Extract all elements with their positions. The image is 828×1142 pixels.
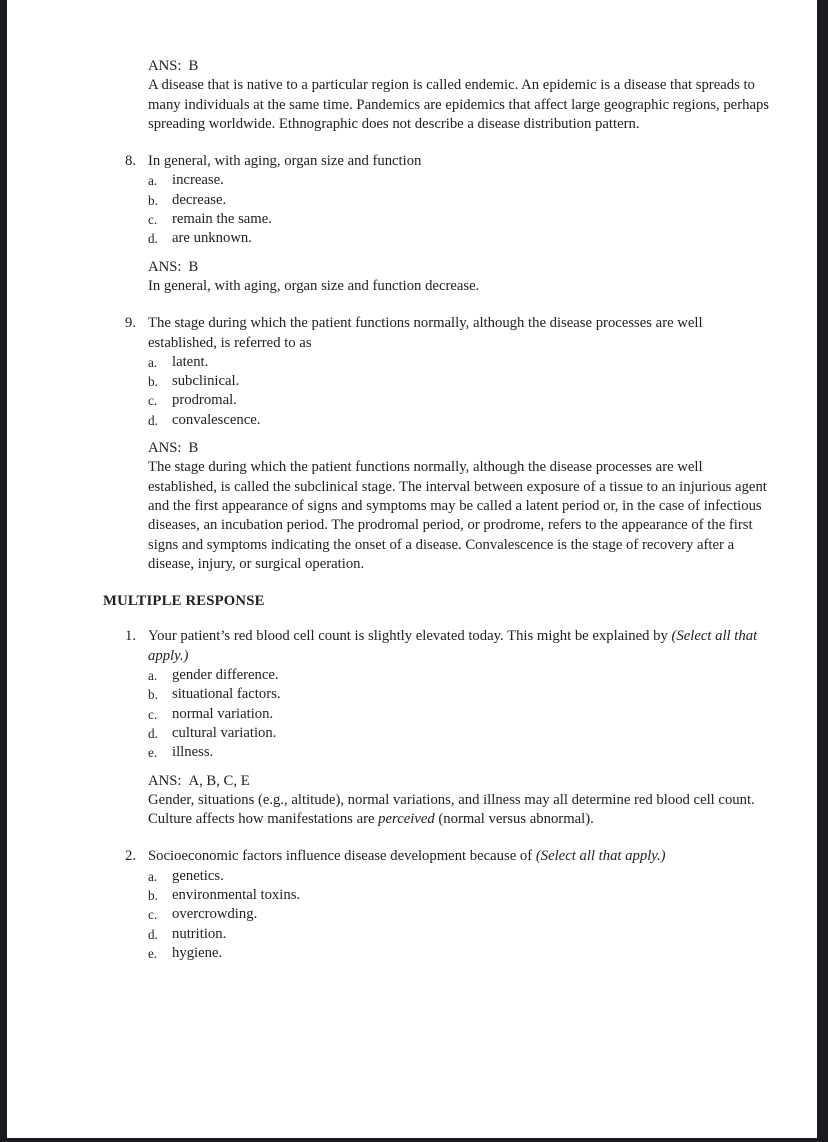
answer-rationale: The stage during which the patient functions normally, although the disease processes are well established, is called the subclinical stage. The interval between exposure of a tissue to an injurious agent and the first appearance of signs and symptoms may be called a latent period or, in the case of infectious diseases, an incubation period. The prodromal period, or prodrome, refers to the appearance of the first signs and symptoms indicating the onset of a disease. Convalescence is the stage of recovery after a disease, injury, or surgical operation.: [148, 459, 767, 572]
answer-label: ANS:: [148, 772, 182, 789]
question-stem: [148, 627, 773, 666]
option-letter: d.: [148, 926, 158, 942]
options-list: [148, 353, 773, 430]
option-text: genetics.: [172, 867, 224, 884]
stem-text: Your patient’s red blood cell count is slightly elevated today. This might be explained by: [148, 628, 672, 645]
option-letter: e.: [148, 745, 158, 761]
stem-text: Socioeconomic factors influence disease development because of: [148, 848, 536, 865]
rationale-text: Gender, situations (e.g., altitude), normal variations, and illness may all determine red blood cell count. Culture affects how manifestations are: [148, 791, 755, 828]
stem-italic-instruction: (Select all that apply.): [535, 848, 666, 865]
answer-line: [148, 57, 773, 76]
option-text: environmental toxins.: [172, 886, 301, 903]
option-a: [148, 171, 773, 190]
option-e: [148, 743, 773, 762]
option-text: gender difference.: [172, 667, 279, 684]
option-a: [148, 666, 773, 685]
answer-value: A, B, C, E: [188, 772, 250, 789]
mr-question-1: [124, 627, 773, 762]
answer-block-mr1: [148, 772, 773, 830]
answer-line: [148, 439, 773, 458]
option-letter: a.: [148, 668, 158, 684]
option-text: remain the same.: [172, 211, 272, 228]
option-c: [148, 905, 773, 924]
question-number: 2.: [124, 848, 136, 865]
option-letter: c.: [148, 907, 158, 923]
option-letter: d.: [148, 412, 158, 428]
option-text: hygiene.: [172, 944, 223, 961]
option-letter: d.: [148, 725, 158, 741]
option-text: normal variation.: [172, 705, 274, 722]
stem-italic-instruction: (Select all that apply.): [148, 628, 758, 664]
option-text: latent.: [172, 353, 209, 370]
option-b: [148, 886, 773, 905]
option-b: [148, 191, 773, 210]
option-text: overcrowding.: [172, 906, 258, 923]
answer-line: [148, 258, 773, 277]
section-heading-multiple-response: MULTIPLE RESPONSE: [103, 593, 265, 610]
option-letter: e.: [148, 945, 158, 961]
rationale-text: (normal versus abnormal).: [434, 811, 594, 828]
option-letter: d.: [148, 231, 158, 247]
options-list: [148, 867, 773, 963]
option-letter: c.: [148, 393, 158, 409]
answer-block-q7: [148, 57, 773, 134]
option-letter: b.: [148, 192, 158, 208]
option-letter: b.: [148, 374, 158, 390]
mr-question-2: [124, 847, 773, 963]
option-letter: a.: [148, 173, 158, 189]
option-b: [148, 685, 773, 704]
option-letter: a.: [148, 868, 158, 884]
question-stem: [148, 847, 773, 866]
answer-label: ANS:: [148, 440, 182, 457]
option-text: prodromal.: [172, 392, 237, 409]
option-letter: c.: [148, 212, 158, 228]
question-number: 8.: [124, 153, 136, 170]
answer-rationale: [148, 791, 773, 830]
option-c: [148, 210, 773, 229]
answer-value: B: [188, 440, 199, 457]
option-a: [148, 867, 773, 886]
document-content: [103, 57, 773, 963]
option-d: [148, 925, 773, 944]
answer-line: [148, 772, 773, 791]
question-stem: The stage during which the patient functions normally, although the disease processes are well established, is referred to as: [148, 315, 703, 351]
page-bottom-edge-bar: [0, 1138, 828, 1142]
option-letter: c.: [148, 706, 158, 722]
page-left-edge-bar: [0, 0, 7, 1142]
answer-label: ANS:: [148, 258, 182, 275]
option-d: [148, 229, 773, 248]
option-text: convalescence.: [172, 411, 261, 428]
option-letter: a.: [148, 354, 158, 370]
option-c: [148, 705, 773, 724]
page-right-edge-bar: [817, 0, 828, 1142]
option-text: illness.: [172, 744, 214, 761]
option-e: [148, 944, 773, 963]
option-d: [148, 724, 773, 743]
rationale-italic-word: perceived: [378, 811, 435, 828]
answer-value: B: [188, 58, 199, 74]
option-text: increase.: [172, 172, 224, 189]
question-9: [124, 314, 773, 430]
options-list: [148, 171, 773, 248]
answer-rationale: In general, with aging, organ size and function decrease.: [148, 277, 480, 294]
answer-value: B: [188, 258, 199, 275]
option-d: [148, 411, 773, 430]
option-text: decrease.: [172, 191, 227, 208]
option-text: subclinical.: [172, 373, 240, 390]
option-text: nutrition.: [172, 925, 227, 942]
question-number: 1.: [124, 628, 136, 645]
question-8: [124, 152, 773, 248]
option-text: situational factors.: [172, 686, 281, 703]
option-letter: b.: [148, 887, 158, 903]
question-number: 9.: [124, 315, 136, 332]
question-stem: In general, with aging, organ size and function: [148, 153, 422, 170]
options-list: [148, 666, 773, 762]
option-text: are unknown.: [172, 230, 252, 247]
option-a: [148, 353, 773, 372]
answer-block-q9: [148, 439, 773, 574]
option-b: [148, 372, 773, 391]
answer-block-q8: [148, 258, 773, 297]
option-c: [148, 391, 773, 410]
answer-label: ANS:: [148, 58, 182, 74]
option-text: cultural variation.: [172, 724, 277, 741]
answer-rationale: A disease that is native to a particular region is called endemic. An epidemic is a disease that spreads to many individuals at the same time. Pandemics are epidemics that affect large geographic regions, perhaps spreading worldwide. Ethnographic does not describe a disease distribution pattern.: [148, 77, 770, 132]
option-letter: b.: [148, 687, 158, 703]
